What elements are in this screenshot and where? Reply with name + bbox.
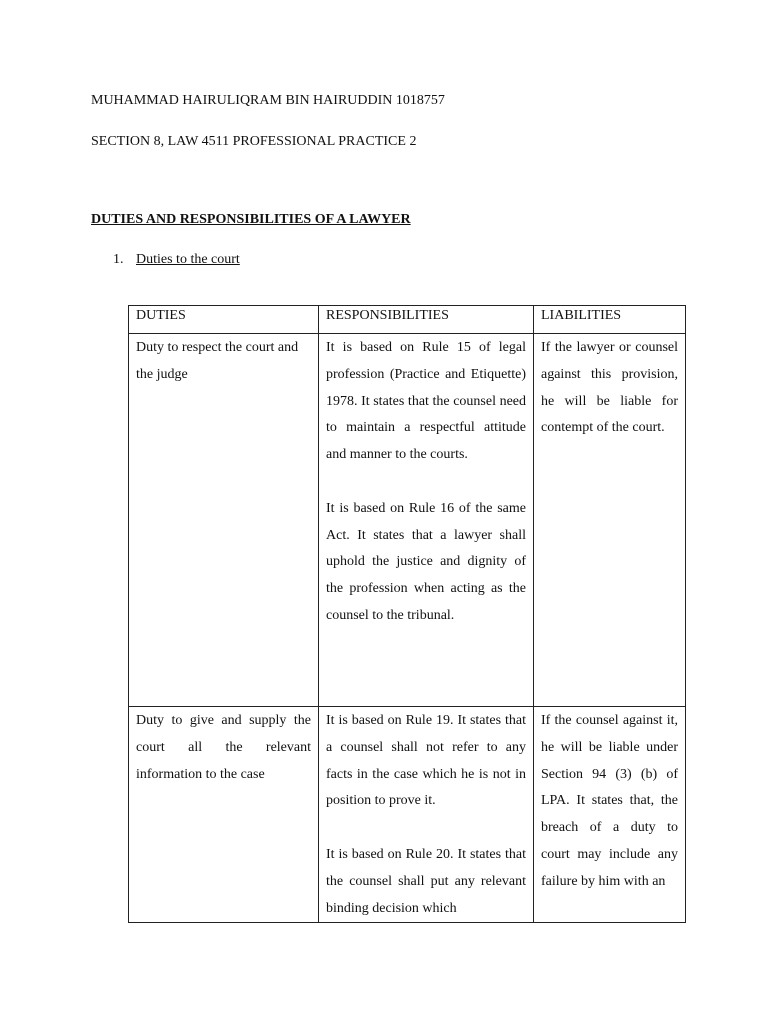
document-heading: DUTIES AND RESPONSIBILITIES OF A LAWYER bbox=[91, 212, 411, 227]
list-number: 1. bbox=[113, 252, 124, 267]
responsibility-paragraph: It is based on Rule 19. It states that a counsel shall not refer to any facts in the case which he is not in position to prove it. bbox=[326, 713, 526, 809]
duty-cell bbox=[129, 707, 319, 923]
liability-text: If the counsel against it, he will be liable under Section 94 (3) (b) of LPA. It states that, the breach of a duty to court may include any failure by him with an bbox=[541, 713, 678, 889]
liability-cell bbox=[534, 334, 686, 707]
duty-cell bbox=[129, 334, 319, 707]
liability-text: If the lawyer or counsel against this provision, he will be liable for contempt of the court. bbox=[541, 340, 678, 436]
responsibility-paragraph: It is based on Rule 16 of the same Act. It states that a lawyer shall uphold the justice and dignity of the profession when acting as the counsel to the tribunal. bbox=[326, 500, 526, 623]
column-header-duties: DUTIES bbox=[129, 306, 319, 334]
table-header-row bbox=[129, 306, 686, 334]
column-header-liabilities: LIABILITIES bbox=[534, 306, 686, 334]
list-label: Duties to the court bbox=[136, 252, 240, 267]
duties-table bbox=[128, 305, 686, 923]
duty-text: Duty to give and supply the court all the relevant information to the case bbox=[136, 713, 311, 782]
responsibility-cell bbox=[319, 334, 534, 707]
responsibility-paragraph: It is based on Rule 20. It states that the counsel shall put any relevant binding decision which bbox=[326, 846, 526, 916]
responsibility-cell bbox=[319, 707, 534, 923]
table-row bbox=[129, 334, 686, 707]
course-line: SECTION 8, LAW 4511 PROFESSIONAL PRACTICE 2 bbox=[91, 134, 417, 149]
duty-text: Duty to respect the court and the judge bbox=[136, 340, 299, 382]
liability-cell bbox=[534, 707, 686, 923]
table-row bbox=[129, 707, 686, 923]
section-list-item bbox=[113, 252, 240, 268]
column-header-responsibilities: RESPONSIBILITIES bbox=[319, 306, 534, 334]
author-line: MUHAMMAD HAIRULIQRAM BIN HAIRUDDIN 1018757 bbox=[91, 93, 445, 108]
responsibility-paragraph: It is based on Rule 15 of legal profession (Practice and Etiquette) 1978. It states that the counsel need to maintain a respectful attitude and manner to the courts. bbox=[326, 340, 526, 463]
